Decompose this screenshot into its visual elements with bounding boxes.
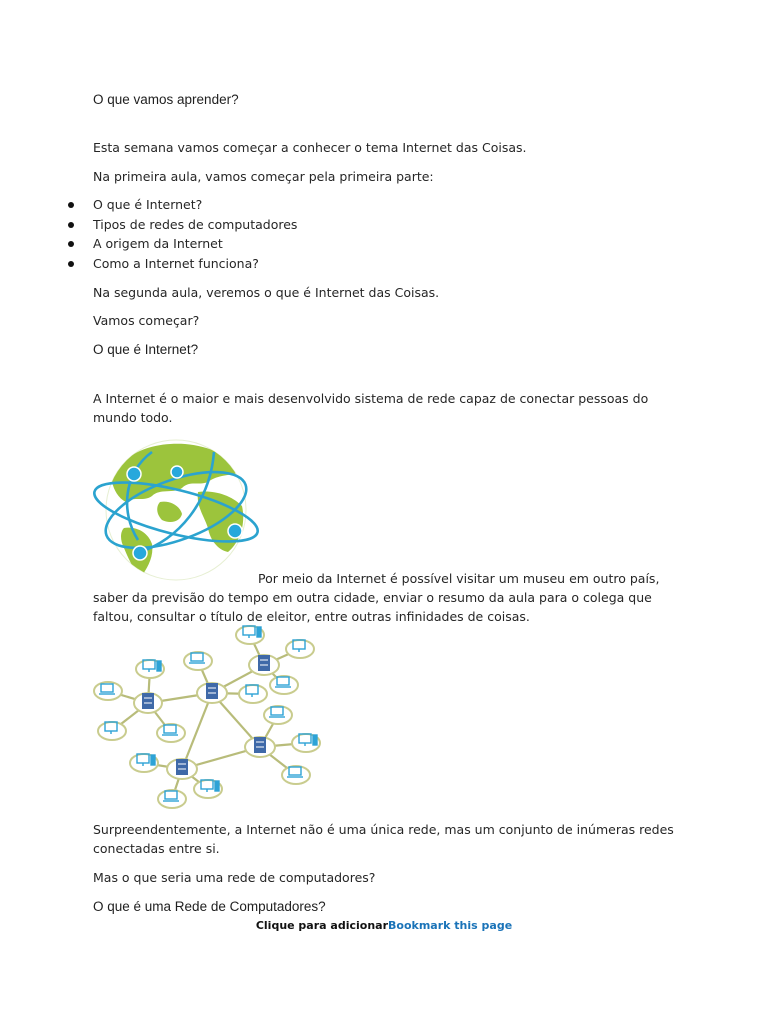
server-icon [206, 683, 218, 699]
list-item: Tipos de redes de computadores [93, 215, 297, 235]
server-icon [142, 693, 154, 709]
internet-definition-paragraph: A Internet é o maior e mais desenvolvido sistema de rede capaz de conectar pessoas do mundo todo. [93, 391, 649, 425]
bookmark-prefix: Clique para adicionar [255, 919, 389, 932]
list-item: A origem da Internet [93, 234, 297, 254]
bookmark-bar [0, 919, 768, 932]
surprise-paragraph: Surpreendentemente, a Internet não é uma única rede, mas um conjunto de inúmeras redes conectadas entre si. [93, 822, 674, 856]
globe-illustration [90, 432, 262, 582]
lets-start-paragraph: Vamos começar? [93, 313, 200, 328]
first-class-paragraph: Na primeira aula, vamos começar pela primeira parte: [93, 169, 434, 184]
network-diagram [92, 623, 332, 813]
visit-line-paragraph: Por meio da Internet é possível visitar um museu em outro país, [258, 571, 660, 586]
heading-what-is-internet: O que é Internet? [93, 342, 199, 357]
list-item: O que é Internet? [93, 195, 297, 215]
intro-paragraph: Esta semana vamos começar a conhecer o tema Internet das Coisas. [93, 140, 527, 155]
bookmark-link[interactable]: Bookmark this page [388, 919, 513, 932]
second-class-paragraph: Na segunda aula, veremos o que é Internet das Coisas. [93, 285, 440, 300]
node-rings [94, 626, 320, 808]
bullet-icon [68, 241, 74, 247]
bullet-icon [68, 261, 74, 267]
list-item: Como a Internet funciona? [93, 254, 297, 274]
bullet-icon [68, 202, 74, 208]
server-icon [254, 737, 266, 753]
bullet-icon [68, 222, 74, 228]
topics-list [93, 195, 297, 273]
heading-what-is-network: O que é uma Rede de Computadores? [93, 899, 326, 914]
server-icon [176, 759, 188, 775]
server-icon [258, 655, 270, 671]
question-paragraph: Mas o que seria uma rede de computadores? [93, 870, 376, 885]
visit-rest-paragraph: saber da previsão do tempo em outra cidade, enviar o resumo da aula para o colega que faltou, consultar o título de eleitor, entre outras infinidades de coisas. [93, 590, 652, 624]
heading-learn: O que vamos aprender? [93, 92, 239, 107]
